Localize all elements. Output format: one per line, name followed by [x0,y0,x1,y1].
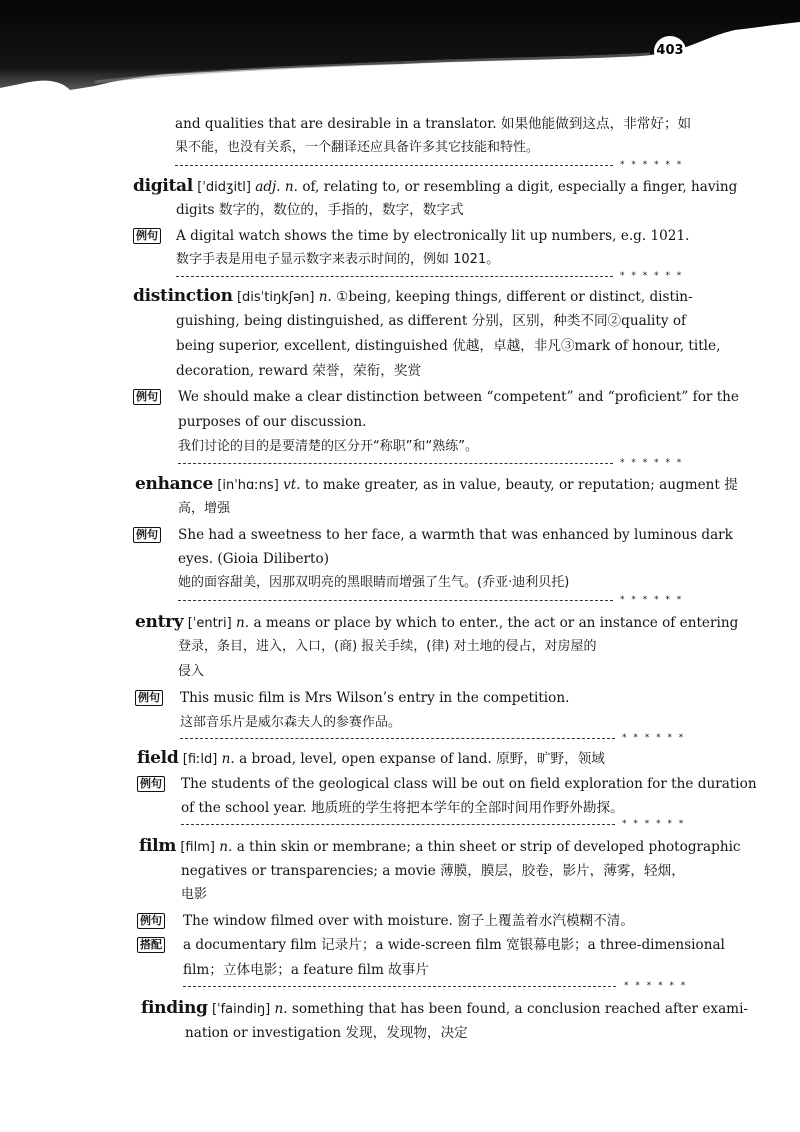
entry-distinction [133,286,693,308]
part-of-speech: adj. n. [255,179,298,195]
definition-line: 电影 [181,887,208,902]
example-translation: 这部音乐片是威尔森夫人的参赛作品。 [180,715,402,730]
page-header-band [0,0,800,100]
pronunciation: [inˈhɑːns] [217,478,279,493]
example-line: A digital watch shows the time by electronically lit up numbers, e.g. 1021. [176,228,690,244]
example-tag: 例句 [133,527,161,543]
definition-line: decoration, reward 荣誉，荣衔，奖赏 [176,363,422,379]
definition-line: 高，增强 [178,501,231,516]
example-translation: 数字手表是用电子显示数字来表示时间的，例如 1021。 [176,252,500,267]
headword: field [137,748,179,768]
part-of-speech: n. [274,1001,288,1017]
example-line: We should make a clear distinction between “competent” and “proficient” for the [178,389,739,405]
example-line: of the school year. 地质班的学生将把本学年的全部时间用作野外勘探。 [181,800,624,816]
example-tag: 例句 [135,690,163,706]
entry-separator [180,738,615,739]
entry-separator [183,986,616,987]
definition-line: to make greater, as in value, beauty, or reputation; augment 提 [304,477,738,493]
definition-line: a thin skin or membrane; a thin sheet or strip of developed photographic [236,839,741,855]
entry-finding [141,998,748,1020]
pronunciation: [fiːld] [182,752,218,767]
definition-line: of, relating to, or resembling a digit, especially a finger, having [302,179,738,195]
entry-field [137,748,605,770]
part-of-speech: n. [318,289,332,305]
entry-enhance [135,474,738,496]
separator-stars: * * * * * * [620,160,684,170]
example-line: purposes of our discussion. [178,414,367,430]
headword: finding [141,998,208,1018]
pronunciation: [ˈentri] [187,616,232,631]
definition-line: ①being, keeping things, different or distinct, distin- [336,289,693,305]
entry-separator [178,600,613,601]
example-line: This music film is Mrs Wilson’s entry in the competition. [180,690,570,706]
headword: distinction [133,286,233,306]
pronunciation: [film] [180,840,215,855]
example-tag: 例句 [137,776,165,792]
example-line: The students of the geological class will be out on field exploration for the duration [181,776,757,792]
definition-line: a broad, level, open expanse of land. 原野，旷野，领域 [239,751,605,767]
pronunciation: [ˈfaindiŋ] [211,1002,271,1017]
part-of-speech: n. [236,615,250,631]
example-tag: 例句 [137,913,165,929]
example-line: She had a sweetness to her face, a warmth that was enhanced by luminous dark [178,527,733,543]
part-of-speech: n. [219,839,233,855]
separator-stars: * * * * * * [622,819,686,829]
headword: enhance [135,474,213,494]
example-translation: 我们讨论的目的是要清楚的区分开“称职”和“熟练”。 [178,439,478,454]
collocation-tag: 搭配 [137,937,165,953]
definition-line: being superior, excellent, distinguished 优越，卓越，非凡③mark of honour, title, [176,338,721,354]
example-tag: 例句 [133,228,161,244]
definition-line: guishing, being distinguished, as different 分别，区别，种类不同②quality of [176,313,687,329]
entry-separator [178,463,613,464]
definition-line: 侵入 [178,664,205,679]
separator-stars: * * * * * * [624,981,688,991]
pronunciation: [disˈtiŋkʃən] [236,290,315,305]
entry-separator [175,165,613,166]
separator-stars: * * * * * * [620,595,684,605]
definition-line: 登录，条目，进入，入口，(商) 报关手续，(律) 对土地的侵占，对房屋的 [178,639,597,654]
definition-line: digits 数字的，数位的，手指的，数字，数字式 [176,202,464,218]
collocation-line: a documentary film 记录片；a wide-screen film 宽银幕电影；a three-dimensional [183,937,725,953]
pronunciation: [ˈdidʒitl] [197,180,251,195]
example-translation: 她的面容甜美，因那双明亮的黑眼睛而增强了生气。(乔亚·迪利贝托) [178,575,570,590]
example-line: eyes. (Gioia Diliberto) [178,551,329,567]
entry-separator [181,824,615,825]
definition-line: negatives or transparencies; a movie 薄膜，膜层，胶卷，影片，薄雾，轻烟， [181,863,685,879]
page-number: 403 [654,36,686,66]
definition-line: nation or investigation 发现，发现物，决定 [185,1025,468,1041]
part-of-speech: vt. [283,477,301,493]
headword: digital [133,176,193,196]
collocation-line: film；立体电影；a feature film 故事片 [183,962,429,978]
intro-line-1: and qualities that are desirable in a translator. 如果他能做到这点，非常好；如 [175,116,692,132]
entry-entry [135,612,738,634]
entry-separator [176,276,613,277]
definition-line: a means or place by which to enter., the act or an instance of entering [253,615,739,631]
headword: film [139,836,177,856]
example-line: The window filmed over with moisture. 窗子上覆盖着水汽模糊不清。 [183,913,634,929]
separator-stars: * * * * * * [620,458,684,468]
example-tag: 例句 [133,389,161,405]
part-of-speech: n. [221,751,235,767]
definition-line: something that has been found, a conclusion reached after exami- [291,1001,749,1017]
separator-stars: * * * * * * [622,733,686,743]
intro-line-2: 果不能，也没有关系，一个翻译还应具备许多其它技能和特性。 [175,140,540,155]
entry-film [139,836,741,858]
separator-stars: * * * * * * [620,271,684,281]
headword: entry [135,612,184,632]
